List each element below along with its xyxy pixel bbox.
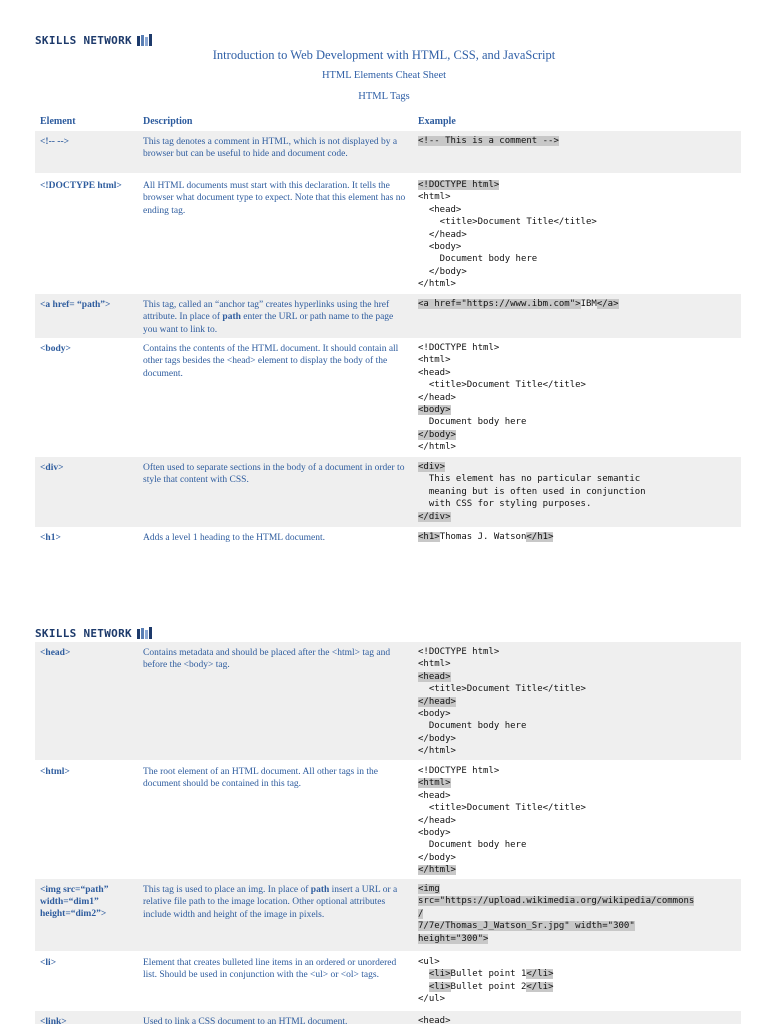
code-line: </ul>	[418, 994, 446, 1005]
code-example	[418, 956, 740, 1006]
code-line: <title>Document Title</title>	[418, 803, 586, 814]
code-line: <head>	[418, 790, 451, 801]
element-name: <head>	[40, 648, 71, 658]
code-line: src="https://upload.wikimedia.org/wikipedia/commons	[418, 896, 695, 907]
sheet-title: HTML Elements Cheat Sheet	[321, 70, 447, 81]
code-line: <body>	[418, 405, 451, 416]
brand-name: SKILLS NETWORK	[35, 34, 132, 47]
course-title: Introduction to Web Development with HTML, CSS, and JavaScript	[212, 48, 556, 62]
code-example	[418, 765, 740, 877]
table-row-h1	[35, 527, 741, 549]
element-name: <link>	[40, 1017, 67, 1024]
code-line: <head>	[418, 367, 451, 378]
code-tag: <li>	[428, 981, 451, 992]
code-line: <body>	[418, 709, 451, 720]
code-text: Bullet point 2	[450, 981, 527, 992]
table-row-comment	[35, 131, 741, 173]
code-line: This element has no particular semantic	[418, 474, 641, 485]
code-tag: </li>	[526, 981, 554, 992]
code-line: <!DOCTYPE html>	[418, 343, 500, 353]
code-example	[418, 1015, 740, 1024]
code-line: <body>	[418, 828, 451, 839]
element-description: This tag, called an “anchor tag” creates hyperlinks using the href attribute. In place of path enter the URL or path name to the page you want to link to.	[143, 300, 394, 335]
code-line: meaning but is often used in conjunction	[418, 486, 646, 497]
element-name: <h1>	[40, 533, 61, 543]
code-example	[418, 135, 740, 147]
element-description: Often used to separate sections in the body of a document in order to style that content with CSS.	[143, 463, 405, 486]
table-row-link	[35, 1011, 741, 1024]
code-line: <title>Document Title</title>	[418, 684, 586, 695]
element-description: Contains metadata and should be placed after the <html> tag and before the <body> tag.	[143, 648, 391, 671]
code-line: <html>	[418, 192, 451, 203]
code-tag: <a href="https://www.ibm.com">	[418, 299, 581, 309]
code-tag: <li>	[428, 969, 451, 980]
table-row-div	[35, 457, 741, 527]
code-text: Bullet point 1	[450, 969, 527, 980]
code-line: <img	[418, 884, 440, 894]
code-line: <title>Document Title</title>	[418, 217, 597, 228]
code-line: </head>	[418, 392, 456, 403]
code-line: <head>	[418, 671, 451, 682]
skills-network-logo-icon	[136, 627, 154, 640]
code-line: <body>	[418, 242, 462, 253]
code-tag: <h1>	[418, 532, 440, 542]
code-line: Document body here	[418, 840, 527, 851]
code-example	[418, 461, 740, 523]
code-line: <html>	[418, 355, 451, 366]
code-line: </html>	[418, 865, 456, 876]
element-description: Adds a level 1 heading to the HTML document.	[143, 533, 325, 543]
code-line: </body>	[418, 852, 456, 863]
element-description: The root element of an HTML document. All other tags in the document should be contained in this tag.	[143, 767, 378, 790]
code-line: height="300">	[418, 933, 489, 944]
code-text: Thomas J. Watson	[439, 532, 527, 542]
code-line: <head>	[418, 204, 462, 215]
code-line: <div>	[418, 462, 446, 472]
section-title: HTML Tags	[358, 91, 410, 102]
element-description: All HTML documents must start with this declaration. It tells the browser what document type to expect. Note that this element has no ending tag.	[143, 181, 406, 216]
element-description: This tag denotes a comment in HTML, which is not displayed by a browser but can be useful to hide and document code.	[143, 137, 398, 160]
path-keyword: path	[222, 312, 241, 323]
code-line: with CSS for styling purposes.	[418, 499, 592, 510]
code-line: <ul>	[418, 957, 440, 967]
table-row-html	[35, 761, 741, 879]
brand-name: SKILLS NETWORK	[35, 627, 132, 640]
code-example	[418, 646, 740, 758]
code-text: IBM	[580, 299, 597, 309]
code-line: <html>	[418, 659, 451, 670]
element-name: <body>	[40, 344, 71, 354]
table-row-anchor	[35, 294, 741, 338]
code-example	[418, 883, 740, 945]
code-example	[418, 179, 740, 291]
table-row-body	[35, 338, 741, 456]
code-line: </body>	[418, 266, 467, 277]
element-description: Contains the contents of the HTML document. It should contain all other tags besides the <head> element to display the body of the document.	[143, 344, 399, 379]
column-header-example: Example	[418, 116, 456, 127]
brand-logo	[35, 34, 154, 47]
code-line: <!-- This is a comment -->	[418, 136, 559, 146]
path-keyword: path	[310, 885, 330, 895]
code-line: Document body here	[418, 417, 527, 428]
code-line: </head>	[418, 696, 456, 707]
code-line: </body>	[418, 429, 456, 440]
code-example	[418, 531, 740, 543]
brand-logo-page-2	[35, 627, 154, 640]
code-line: <html>	[418, 778, 451, 789]
code-line: </head>	[418, 229, 467, 240]
code-line: 7/7e/Thomas_J_Watson_Sr.jpg" width="300"	[418, 921, 635, 932]
column-header-element: Element	[40, 116, 76, 127]
code-line: </html>	[418, 746, 456, 757]
code-line: Document body here	[418, 721, 527, 732]
code-line: Document body here	[418, 254, 538, 265]
code-line: </body>	[418, 733, 456, 744]
table-row-head	[35, 642, 741, 760]
element-description: This tag is used to place an img. In place of path insert a URL or a relative file path to the image location. Other optional attributes include width and height of the image in pixels.	[143, 885, 398, 920]
element-name: <!DOCTYPE html>	[40, 181, 122, 191]
element-name: <!-- -->	[40, 137, 70, 147]
element-name: <div>	[40, 463, 64, 473]
table-row-li	[35, 952, 741, 1010]
element-description: Used to link a CSS document to an HTML document.	[143, 1017, 348, 1024]
code-line: </head>	[418, 815, 456, 826]
code-line: /	[418, 908, 424, 919]
element-name: <li>	[40, 958, 57, 968]
code-line: <title>Document Title</title>	[418, 380, 586, 391]
code-line: <head>	[418, 1016, 451, 1024]
code-line: <!DOCTYPE html>	[418, 766, 500, 776]
element-name: <img src=“path” width=“dim1” height=“dim2”>	[40, 885, 109, 919]
code-tag: </li>	[526, 969, 554, 980]
table-row-img	[35, 879, 741, 951]
code-example	[418, 342, 740, 454]
code-line: </html>	[418, 279, 456, 290]
code-tag: </a>	[596, 299, 619, 309]
column-header-description: Description	[143, 116, 193, 127]
table-row-doctype	[35, 175, 741, 293]
code-line: <!DOCTYPE html>	[418, 180, 500, 190]
code-example	[418, 298, 740, 310]
code-line: <!DOCTYPE html>	[418, 647, 500, 657]
element-description: Element that creates bulleted line items in an ordered or unordered list. Should be used in conjunction with the <ul> or <ol> tags.	[143, 958, 397, 981]
skills-network-logo-icon	[136, 34, 154, 47]
code-line: </html>	[418, 442, 456, 453]
code-line: </div>	[418, 511, 451, 522]
element-name: <a href= “path”>	[40, 300, 111, 310]
element-name: <html>	[40, 767, 70, 777]
code-tag: </h1>	[526, 532, 554, 542]
